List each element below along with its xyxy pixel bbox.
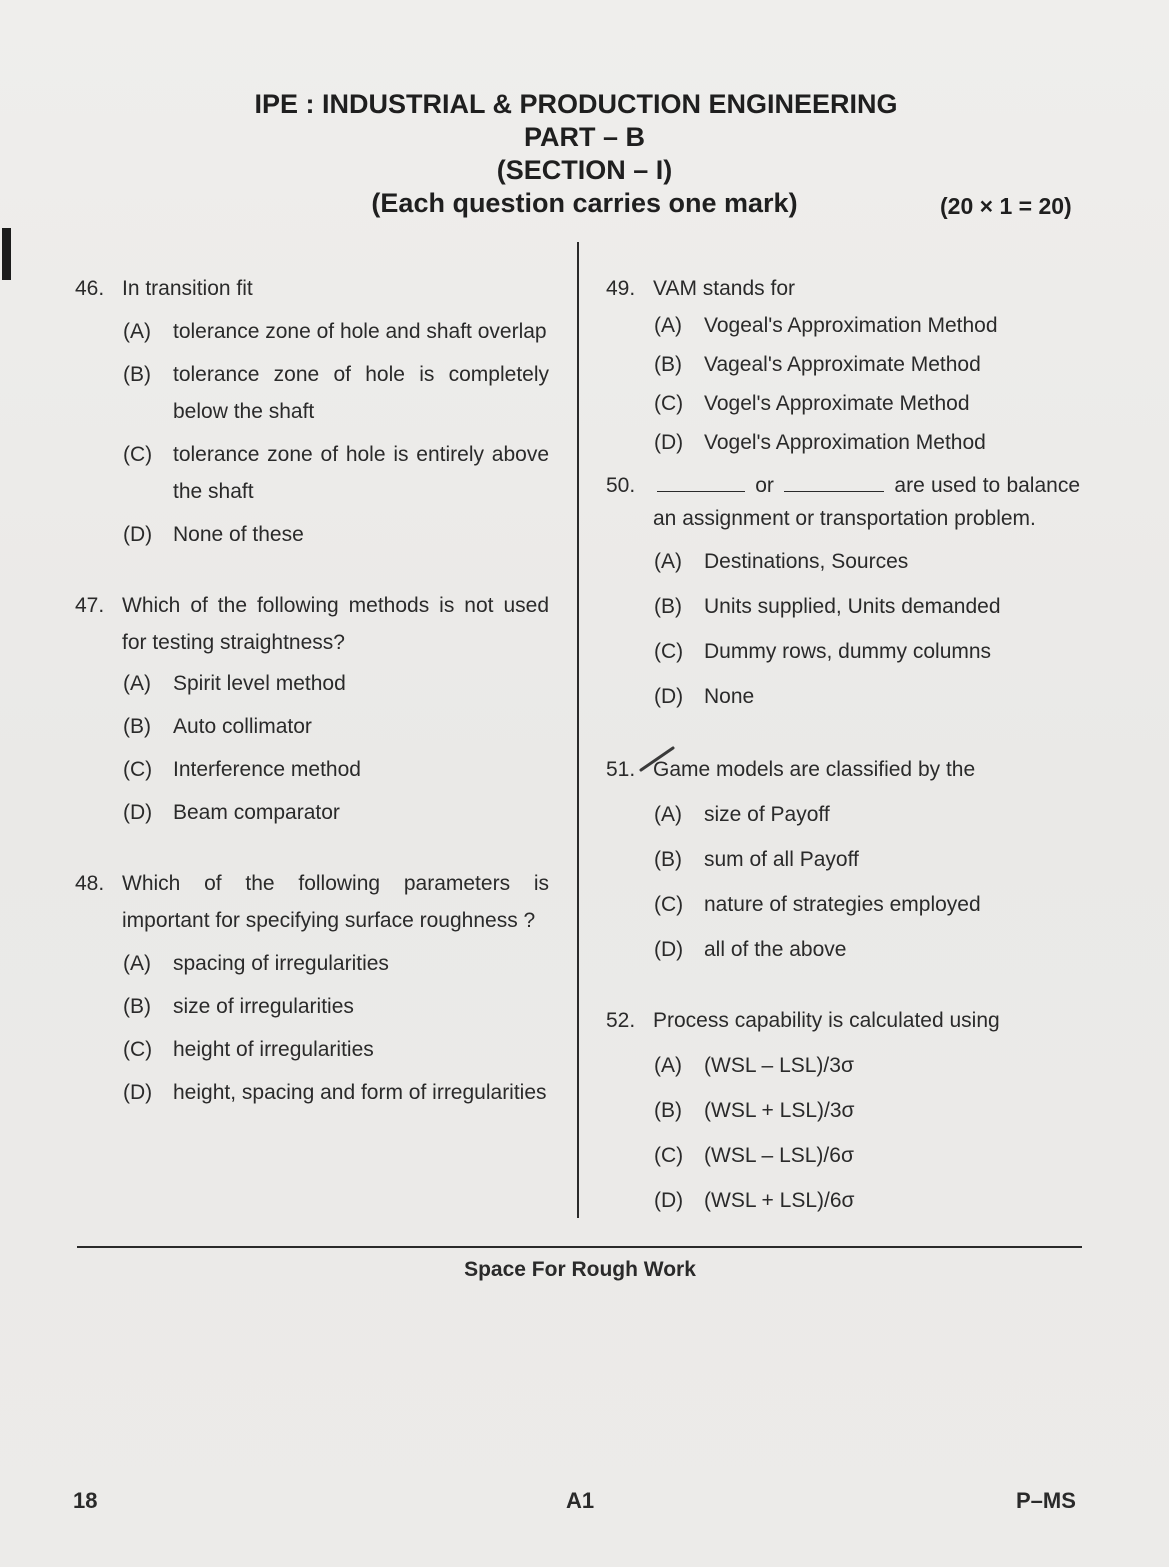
option-text: all of the above	[704, 938, 847, 961]
margin-mark	[2, 228, 11, 280]
option	[606, 633, 1080, 670]
question-stem: Which of the following parameters is important for specifying surface roughness ?	[122, 872, 549, 932]
rough-work-divider	[77, 1246, 1082, 1248]
option-label: (B)	[123, 995, 151, 1018]
stem-text: are used to balance an assignment or transportation problem.	[653, 474, 1081, 530]
option	[75, 751, 549, 788]
option	[75, 516, 549, 553]
option-label: (D)	[654, 685, 684, 708]
question-stem	[653, 469, 1080, 535]
option-text: None of these	[173, 523, 304, 546]
option	[606, 886, 1080, 923]
question-stem: In transition fit	[122, 277, 253, 300]
option-text: size of irregularities	[173, 995, 354, 1018]
paper-title: IPE : INDUSTRIAL & PRODUCTION ENGINEERING	[254, 89, 898, 119]
marks-instruction: (Each question carries one mark)	[371, 188, 798, 218]
total-marks: (20 × 1 = 20)	[940, 193, 1072, 219]
option-label: (C)	[654, 893, 684, 916]
question-52	[606, 1002, 1080, 1039]
option-label: (C)	[123, 1038, 153, 1061]
section-heading: (SECTION – I)	[496, 155, 673, 185]
left-column	[75, 270, 549, 1111]
question-stem: Which of the following methods is not used for testing straightness?	[122, 594, 549, 654]
question-number: 47.	[75, 594, 105, 617]
option-text: Destinations, Sources	[704, 550, 909, 573]
option-label: (A)	[654, 550, 682, 573]
option	[606, 796, 1080, 833]
option	[75, 1074, 549, 1111]
option-text: spacing of irregularities	[173, 952, 389, 975]
question-48	[75, 865, 549, 939]
option-label: (B)	[654, 1099, 682, 1122]
paper-code: P–MS	[1016, 1488, 1076, 1513]
question-number: 51.	[606, 758, 636, 781]
option-label: (D)	[123, 1081, 153, 1104]
option	[75, 356, 549, 430]
option-label: (C)	[654, 640, 684, 663]
option-text: (WSL – LSL)/3σ	[704, 1054, 854, 1077]
option	[606, 1047, 1080, 1084]
option-label: (A)	[123, 952, 151, 975]
option	[75, 665, 549, 702]
option-label: (B)	[123, 715, 151, 738]
question-46	[75, 270, 549, 307]
option	[606, 678, 1080, 715]
option-text: Beam comparator	[173, 801, 340, 824]
option-text: None	[704, 685, 755, 708]
option	[606, 588, 1080, 625]
option	[606, 543, 1080, 580]
option	[75, 313, 549, 350]
option	[75, 1031, 549, 1068]
answer-blank	[784, 472, 884, 492]
option	[75, 945, 549, 982]
answer-blank	[657, 472, 745, 492]
option-text: height of irregularities	[173, 1038, 374, 1061]
question-number: 50.	[606, 474, 636, 497]
option-text: (WSL + LSL)/6σ	[704, 1189, 855, 1212]
question-47	[75, 587, 549, 661]
option	[75, 436, 549, 510]
right-column	[606, 270, 1080, 1219]
option	[75, 794, 549, 831]
option-text: tolerance zone of hole is entirely above the shaft	[173, 443, 549, 503]
option-text: Vogel's Approximation Method	[704, 431, 986, 454]
option-label: (D)	[654, 938, 684, 961]
question-number: 48.	[75, 872, 105, 895]
option-text: height, spacing and form of irregularities	[173, 1081, 547, 1104]
option-label: (D)	[654, 1189, 684, 1212]
option	[606, 841, 1080, 878]
option-label: (D)	[123, 801, 153, 824]
rough-work-label: Space For Rough Work	[464, 1258, 696, 1281]
option-text: nature of strategies employed	[704, 893, 981, 916]
option-text: Vogel's Approximate Method	[704, 392, 970, 415]
option-text: tolerance zone of hole is completely below the shaft	[173, 363, 549, 423]
option-text: Auto collimator	[173, 715, 312, 738]
question-51	[606, 751, 1080, 788]
part-heading: PART – B	[523, 122, 645, 152]
option	[606, 1137, 1080, 1174]
option-label: (A)	[123, 672, 151, 695]
option-text: Interference method	[173, 758, 361, 781]
option-label: (A)	[123, 320, 151, 343]
option-label: (A)	[654, 314, 682, 337]
option-label: (B)	[654, 353, 682, 376]
option	[606, 346, 1080, 383]
option-label: (A)	[654, 1054, 682, 1077]
option-label: (B)	[654, 595, 682, 618]
option-text: Dummy rows, dummy columns	[704, 640, 992, 663]
option-text: sum of all Payoff	[704, 848, 859, 871]
question-number: 52.	[606, 1009, 636, 1032]
option-label: (C)	[123, 758, 153, 781]
question-number: 49.	[606, 277, 636, 300]
stem-connector: or	[755, 474, 774, 497]
option-label: (D)	[654, 431, 684, 454]
question-number: 46.	[75, 277, 105, 300]
option	[606, 1182, 1080, 1219]
option	[75, 988, 549, 1025]
page-number: 18	[73, 1488, 98, 1513]
option-text: size of Payoff	[704, 803, 830, 826]
option-text: Vogeal's Approximation Method	[704, 314, 998, 337]
booklet-code: A1	[566, 1488, 595, 1513]
question-50	[606, 469, 1080, 535]
option-label: (D)	[123, 523, 153, 546]
option	[606, 424, 1080, 461]
option-label: (C)	[654, 1144, 684, 1167]
question-stem: Game models are classified by the	[653, 758, 976, 781]
pen-tick-mark	[639, 746, 675, 774]
option-label: (C)	[123, 443, 153, 466]
question-stem: Process capability is calculated using	[653, 1009, 1000, 1032]
option-label: (C)	[654, 392, 684, 415]
option-text: (WSL – LSL)/6σ	[704, 1144, 854, 1167]
column-divider	[577, 242, 579, 1218]
option-label: (A)	[654, 803, 682, 826]
option-label: (B)	[654, 848, 682, 871]
option-text: Units supplied, Units demanded	[704, 595, 1001, 618]
option-label: (B)	[123, 363, 151, 386]
question-stem: VAM stands for	[653, 277, 795, 300]
option	[606, 1092, 1080, 1129]
option	[75, 708, 549, 745]
option-text: (WSL + LSL)/3σ	[704, 1099, 855, 1122]
option	[606, 931, 1080, 968]
option-text: Spirit level method	[173, 672, 346, 695]
option	[606, 385, 1080, 422]
option-text: Vageal's Approximate Method	[704, 353, 981, 376]
option	[606, 307, 1080, 344]
option-text: tolerance zone of hole and shaft overlap	[173, 320, 547, 343]
question-49	[606, 270, 1080, 307]
